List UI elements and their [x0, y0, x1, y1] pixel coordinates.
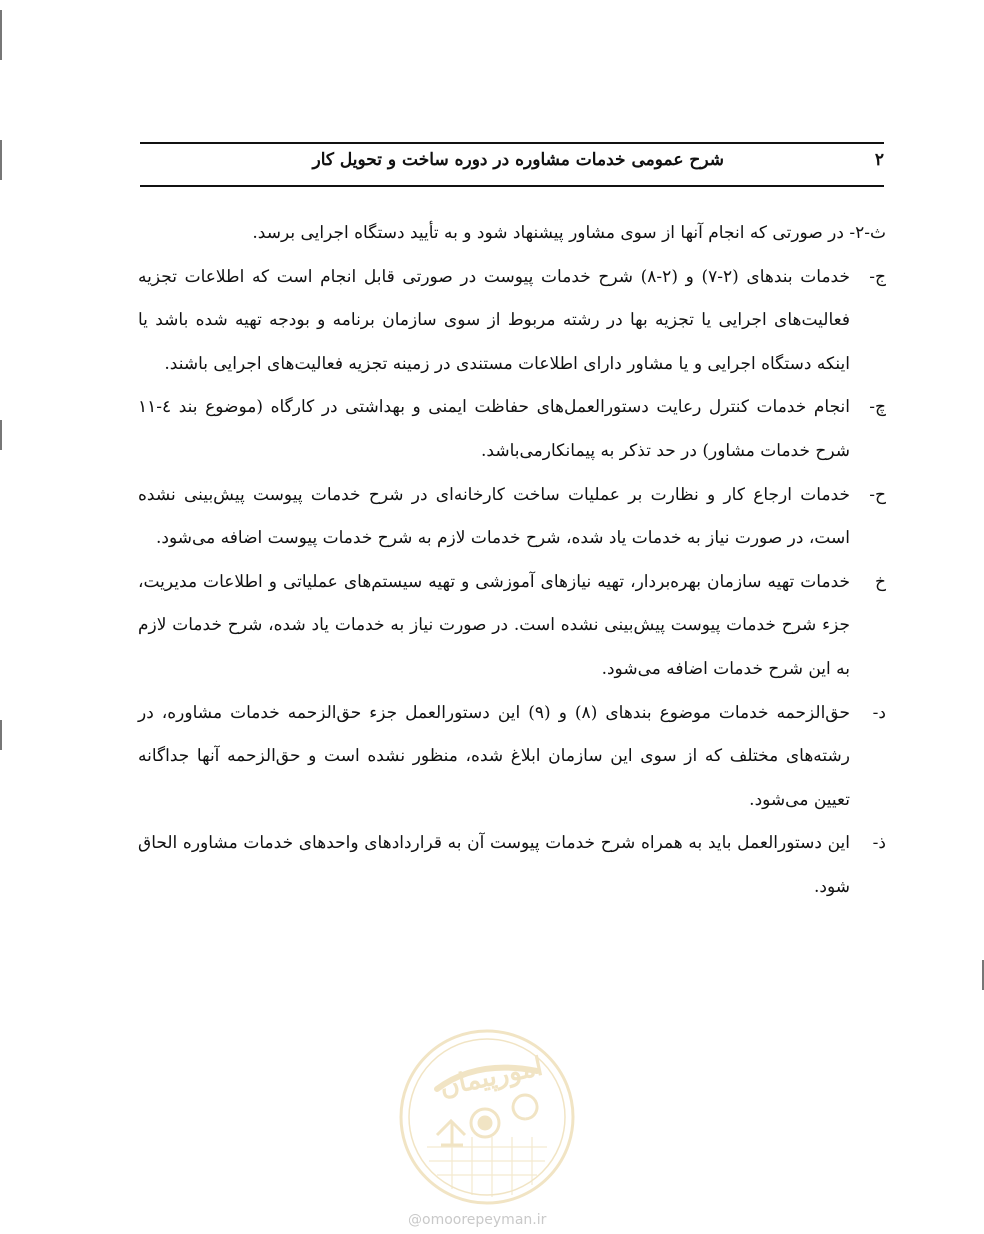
- list-item: [138, 474, 886, 561]
- list-item: [138, 212, 886, 256]
- logo-text: امورپیمان: [437, 1051, 546, 1103]
- page-number: ۲: [874, 150, 884, 170]
- item-text: خدمات ارجاع کار و نظارت بر عملیات ساخت کارخانه‌ای در شرح خدمات پیوست پیش‌بینی نشده است، در صورت نیاز به خدمات یاد شده، شرح خدمات لازم به شرح خدمات پیوست اضافه می‌شود.: [138, 484, 850, 549]
- item-text: در صورتی که انجام آنها از سوی مشاور پیشنهاد شود و به تأیید دستگاه اجرایی برسد.: [252, 223, 844, 243]
- scan-edge-mark: [0, 10, 2, 60]
- watermark-url: @omoorepeyman.ir: [408, 1212, 547, 1228]
- item-marker: خ: [875, 571, 886, 592]
- item-text: انجام خدمات کنترل رعایت دستورالعمل‌های حفاظت ایمنی و بهداشتی در کارگاه (موضوع بند ٤-١١ شرح خدمات مشاور) در حد تذکر به پیمانکارمی‌باشد.: [138, 397, 850, 461]
- item-marker: ث-۲-: [849, 223, 886, 243]
- scan-edge-mark: [0, 720, 2, 750]
- list-item: [138, 561, 886, 692]
- item-text: حق‌الزحمه خدمات موضوع بندهای (۸) و (۹) این دستورالعمل جزء حق‌الزحمه خدمات مشاوره، در رشته‌های مختلف که از سوی این سازمان ابلاغ شده، منظور نشده است و حق‌الزحمه آنها جداگانه تعیین می‌شود.: [138, 702, 850, 810]
- item-marker: د-: [872, 702, 886, 723]
- scan-edge-mark: [0, 140, 2, 180]
- item-marker: ح-: [869, 484, 886, 505]
- item-text: خدمات بندهای (۲-۷) و (۲-۸) شرح خدمات پیوست در صورتی قابل انجام است که اطلاعات تجزیه فعالیت‌های اجرایی یا تجزیه بها در رشته مربوط از سوی سازمان برنامه و بودجه تهیه شده باشد یا اینکه دستگاه اجرایی و یا مشاور دارای اطلاعات مستندی در زمینه تجزیه فعالیت‌های اجرایی باشند.: [138, 266, 850, 374]
- list-item: [138, 692, 886, 823]
- item-text: خدمات تهیه سازمان بهره‌بردار، تهیه نیازهای آموزشی و تهیه سیستم‌های عملیاتی و اطلاعات مدیریت، جزء شرح خدمات پیوست پیش‌بینی نشده است. در صورت نیاز به خدمات یاد شده، شرح خدمات لازم به این شرح خدمات اضافه می‌شود.: [138, 571, 850, 679]
- watermark-logo: [397, 1027, 577, 1207]
- document-body: [138, 212, 886, 910]
- item-marker: ذ-: [872, 833, 886, 854]
- running-title: شرح عمومی خدمات مشاوره در دوره ساخت و تحویل کار: [312, 150, 724, 170]
- logo-emblems: [437, 1095, 537, 1145]
- list-item: [138, 822, 886, 909]
- item-text: این دستورالعمل باید به همراه شرح خدمات پیوست آن به قراردادهای واحدهای خدمات مشاوره الحاق شود.: [138, 833, 850, 897]
- list-item: [138, 386, 886, 473]
- header-rule-top: [140, 142, 884, 144]
- item-marker: چ-: [869, 397, 886, 418]
- item-marker: ج-: [869, 266, 886, 287]
- list-item: [138, 256, 886, 387]
- scan-edge-mark: [0, 420, 2, 450]
- header-rule-bottom: [140, 185, 884, 187]
